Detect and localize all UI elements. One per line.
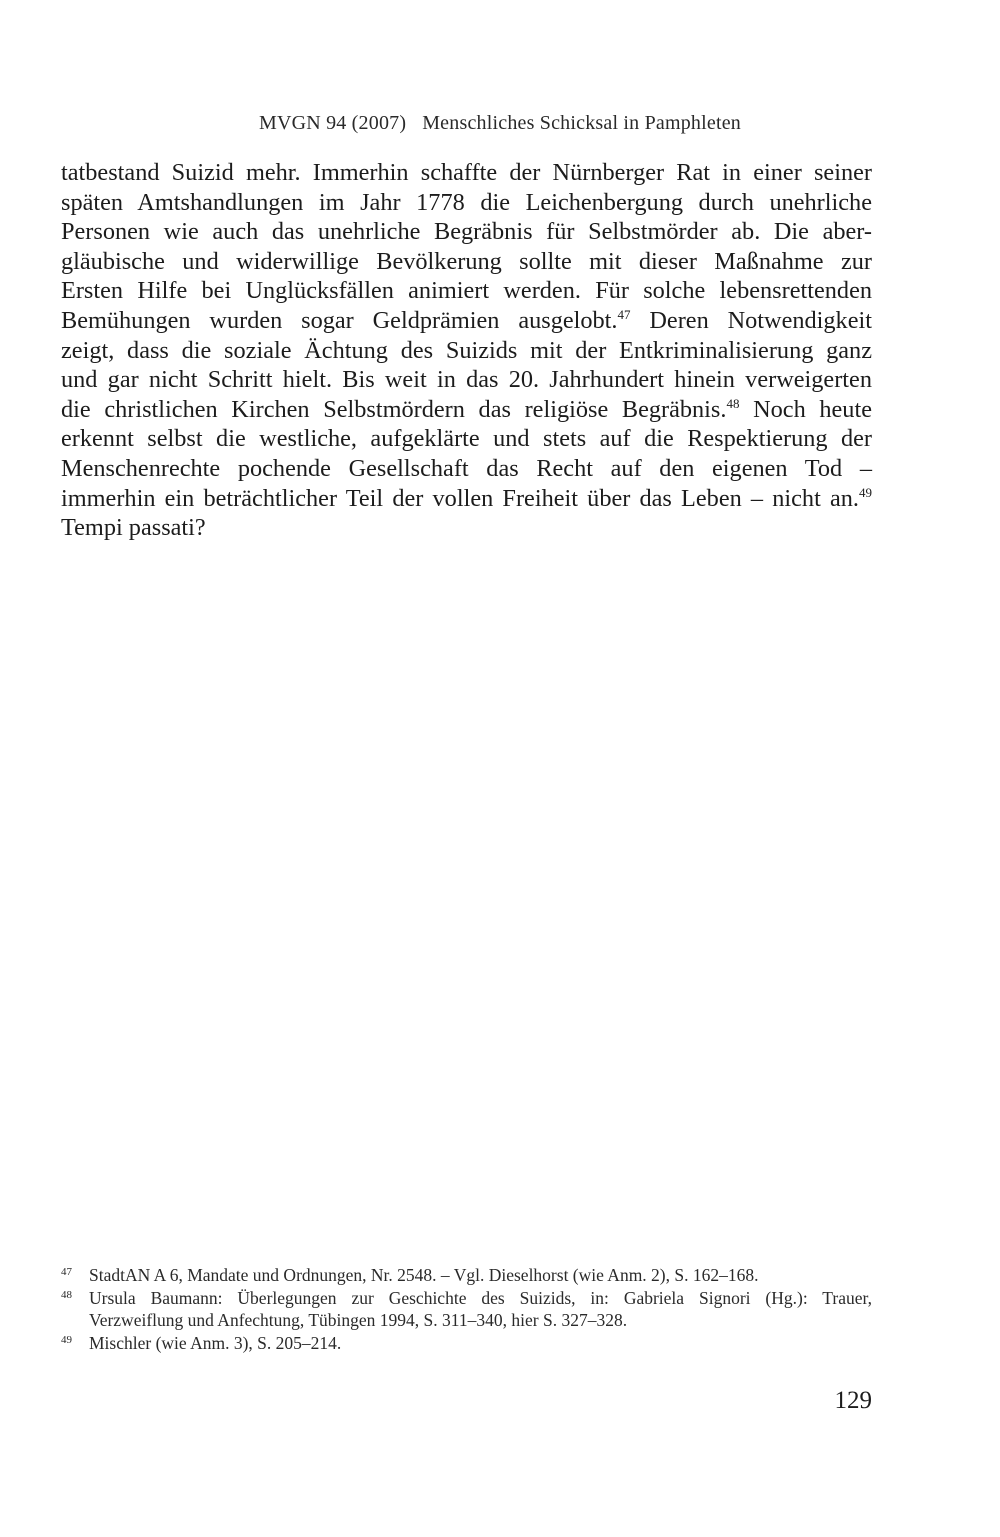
body-line-text: Personen wie auch das unehrliche Begräbnis für Selbstmörder ab. Die aber- <box>61 218 872 246</box>
body-line <box>61 276 872 306</box>
body-line-text: immerhin ein beträchtlicher Teil der vollen Freiheit über das Leben – nicht an. <box>61 484 859 512</box>
body-line-text: Menschenrechte pochende Gesellschaft das Recht auf den eigenen Tod – <box>61 454 872 482</box>
body-line <box>61 395 872 425</box>
body-line <box>61 306 872 336</box>
footnote-text: Mischler (wie Anm. 3), S. 205–214. <box>89 1332 342 1353</box>
body-line <box>61 247 872 277</box>
body-line-text-after: Deren Notwendigkeit <box>630 306 872 334</box>
footnote-reference[interactable]: 49 <box>859 484 872 500</box>
body-line-text: Bemühungen wurden sogar Geldprämien ausgelobt. <box>61 306 618 334</box>
body-line <box>61 365 872 395</box>
page-number: 129 <box>834 1387 872 1414</box>
article-title: Menschliches Schicksal in Pamphleten <box>422 112 742 134</box>
running-head <box>0 112 1000 135</box>
body-line <box>61 513 872 543</box>
footnote-number: 48 <box>61 1288 72 1301</box>
body-line-text: gläubische und widerwillige Bevölkerung sollte mit dieser Maßnahme zur <box>61 247 872 275</box>
body-line-text: Tempi passati? <box>61 514 206 542</box>
footnote-item <box>61 1287 872 1332</box>
footnote-item <box>61 1264 872 1287</box>
journal-reference: MVGN 94 (2007) <box>258 112 407 134</box>
body-line-text: Ersten Hilfe bei Unglücksfällen animiert werden. Für solche lebensrettenden <box>61 277 872 305</box>
footnote-text: StadtAN A 6, Mandate und Ordnungen, Nr. 2548. – Vgl. Dieselhorst (wie Anm. 2), S. 162–168. <box>89 1265 759 1285</box>
footnote-item <box>61 1332 872 1355</box>
footnote-number: 49 <box>61 1333 72 1346</box>
body-line <box>61 424 872 454</box>
body-line <box>61 484 872 514</box>
footnote-text: Ursula Baumann: Überlegungen zur Geschichte des Suizids, in: Gabriela Signori (Hg.): Trauer, <box>89 1287 872 1308</box>
body-line <box>61 454 872 484</box>
body-line-text: späten Amtshandlungen im Jahr 1778 die Leichenbergung durch unehrliche <box>61 188 872 216</box>
body-line-text-after: Noch heute <box>739 395 872 423</box>
body-line <box>61 188 872 218</box>
body-text <box>61 158 872 543</box>
body-line-text: und gar nicht Schritt hielt. Bis weit in das 20. Jahrhundert hinein verweigerten <box>61 366 872 394</box>
footnote-number: 47 <box>61 1266 72 1278</box>
footnotes <box>61 1264 872 1354</box>
body-line <box>61 158 872 188</box>
body-line-text: erkennt selbst die westliche, aufgeklärte und stets auf die Respektierung der <box>61 425 872 453</box>
footnote-text: Verzweiflung und Anfechtung, Tübingen 1994, S. 311–340, hier S. 327–328. <box>89 1310 628 1331</box>
body-line <box>61 217 872 247</box>
body-line <box>61 336 872 366</box>
footnote-reference[interactable]: 48 <box>726 395 740 411</box>
body-line-text: die christlichen Kirchen Selbstmördern das religiöse Begräbnis. <box>61 395 727 423</box>
body-line-text: zeigt, dass die soziale Ächtung des Suizids mit der Entkriminalisierung ganz <box>61 336 872 364</box>
body-line-text: tatbestand Suizid mehr. Immerhin schaffte der Nürnberger Rat in einer seiner <box>61 159 872 186</box>
footnote-reference[interactable]: 47 <box>617 306 631 322</box>
